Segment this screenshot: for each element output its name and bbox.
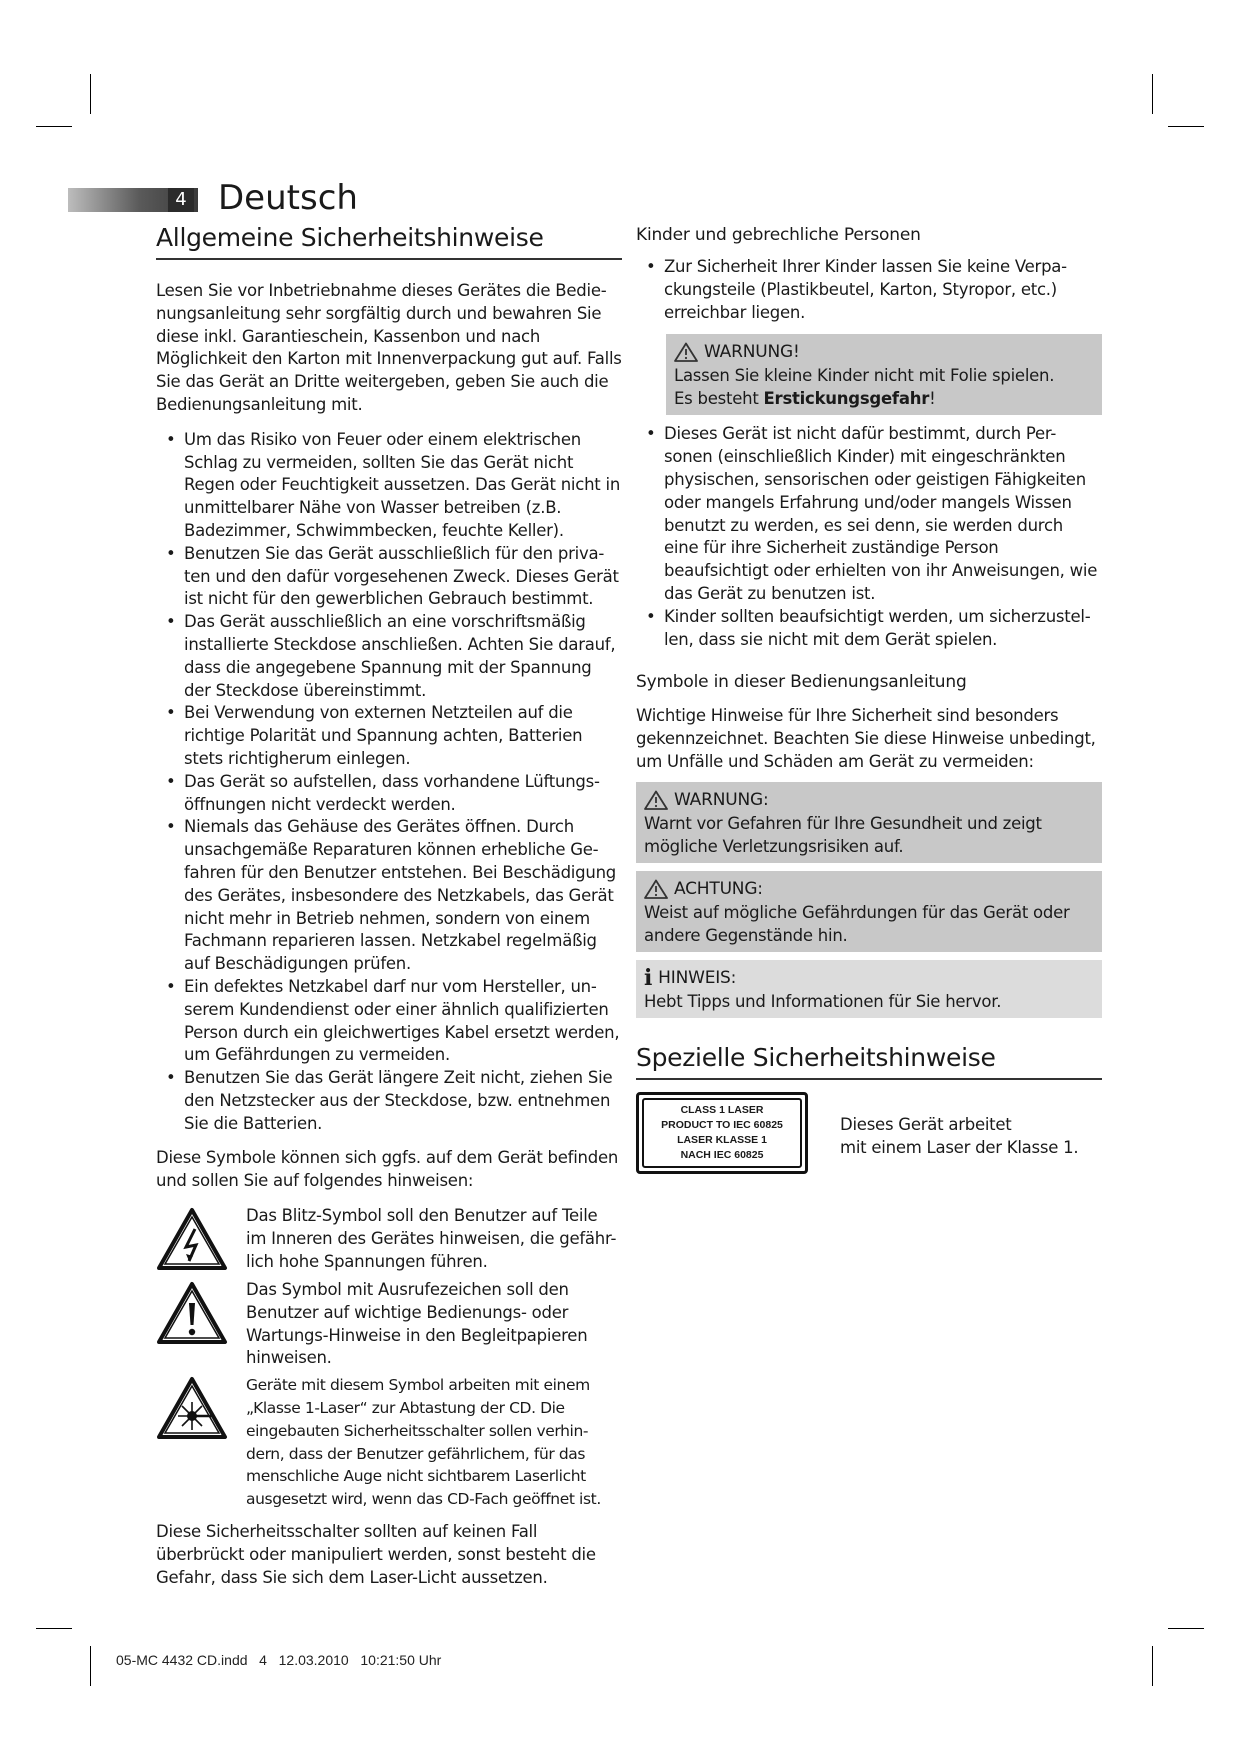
page-number: 4 <box>168 188 194 212</box>
notice-heading: ACHTUNG: <box>674 878 763 899</box>
right-column <box>636 222 1102 1174</box>
children-bullet-list <box>636 423 1102 651</box>
warning-box <box>666 334 1102 415</box>
info-notice <box>636 960 1102 1018</box>
notice-heading: WARNUNG: <box>674 789 769 810</box>
notice-heading: HINWEIS: <box>658 967 737 988</box>
list-item: • Benutzen Sie das Gerät längere Zeit nicht, ziehen Sie den Netzstecker aus der Steckdose, bzw. entnehmen Sie die Batterien. <box>156 1067 622 1135</box>
crop-mark <box>1152 1646 1153 1686</box>
lightning-warning-icon <box>156 1205 232 1275</box>
list-item: • Das Gerät so aufstellen, dass vorhandene Lüftungs-öffnungen nicht verdeckt werden. <box>156 771 622 817</box>
info-icon: i <box>644 964 653 991</box>
exclamation-warning-icon <box>156 1279 232 1349</box>
special-safety-title: Spezielle Sicherheitshinweise <box>636 1042 1102 1080</box>
symbol-text: Geräte mit diesem Symbol arbeiten mit einem „Klasse 1-Laser“ zur Abtastung der CD. Die eingebauten Sicherheitsschalter sollen verhin-dern, dass der Benutzer gefährlichem, für das menschliche Auge nicht sichtbarem Laserlicht ausgesetzt wird, wenn das CD-Fach geöffnet ist. <box>246 1376 601 1509</box>
symbol-row <box>156 1374 622 1511</box>
symbol-row <box>156 1205 622 1275</box>
children-bullet-list <box>636 256 1102 324</box>
left-column <box>156 222 622 1589</box>
laser-warning-icon <box>156 1374 232 1444</box>
laser-text: mit einem Laser der Klasse 1. <box>840 1137 1079 1157</box>
list-item: • Das Gerät ausschließlich an eine vorschriftsmäßig installierte Steckdose anschließen. Achten Sie darauf, dass die angegebene Spannung mit der Spannung der Steckdose übereinstimmt. <box>156 611 622 702</box>
crop-mark <box>90 1646 91 1686</box>
laser-text: Dieses Gerät arbeitet <box>840 1114 1012 1134</box>
closing-paragraph: Diese Sicherheitsschalter sollten auf keinen Fall überbrückt oder manipuliert werden, sonst besteht die Gefahr, dass Sie sich dem Laser-Licht aussetzen. <box>156 1522 596 1587</box>
laser-label-line: PRODUCT TO IEC 60825 <box>661 1118 783 1131</box>
list-item: • Um das Risiko von Feuer oder einem elektrischen Schlag zu vermeiden, sollten Sie das Gerät nicht Regen oder Feuchtigkeit aussetzen. Das Gerät nicht in unmittelbarer Nähe von Wasser betreiben (z.B. Badezimmer, Schwimmbecken, feuchte Keller). <box>156 429 622 543</box>
laser-label-line: CLASS 1 LASER <box>680 1103 764 1116</box>
warning-icon <box>644 790 668 810</box>
warning-icon <box>674 342 698 362</box>
general-safety-title: Allgemeine Sicherheitshinweise <box>156 222 622 260</box>
children-title: Kinder und gebrechliche Personen <box>636 225 921 245</box>
laser-label-line: LASER KLASSE 1 <box>677 1133 767 1146</box>
list-item: • Ein defektes Netzkabel darf nur vom Hersteller, un-serem Kundendienst oder einer ähnlich qualifizierten Person durch ein gleichwertiges Kabel ersetzt werden, um Gefährdungen zu vermeiden. <box>156 976 622 1067</box>
warning-line: Lassen Sie kleine Kinder nicht mit Folie spielen. <box>674 366 1055 386</box>
warning-icon <box>644 879 668 899</box>
language-title: Deutsch <box>218 178 358 218</box>
list-item: • Zur Sicherheit Ihrer Kinder lassen Sie keine Verpa-ckungsteile (Plastikbeutel, Karton, Styropor, etc.) erreichbar liegen. <box>636 256 1102 324</box>
notice-text: Warnt vor Gefahren für Ihre Gesundheit und zeigt mögliche Verletzungsrisiken auf. <box>644 813 1042 856</box>
crop-mark <box>1168 1628 1204 1629</box>
symbol-row <box>156 1279 622 1370</box>
crop-mark <box>1168 126 1204 127</box>
list-item: • Bei Verwendung von externen Netzteilen auf die richtige Polarität und Spannung achten, Batterien stets richtigherum einlegen. <box>156 702 622 770</box>
symbol-text: Das Symbol mit Ausrufezeichen soll den Benutzer auf wichtige Bedienungs- oder Wartungs-Hinweise in den Begleitpapieren hinweisen. <box>246 1280 588 1368</box>
footer-slug: 05-MC 4432 CD.indd 4 12.03.2010 10:21:50 Uhr <box>116 1652 442 1668</box>
list-item: • Dieses Gerät ist nicht dafür bestimmt, durch Per-sonen (einschließlich Kinder) mit eingeschränkten physischen, sensorischen oder geistigen Fähigkeiten oder mangels Erfahrung und/oder mangels Wissen benutzt zu werden, es sei denn, sie werden durch eine für ihre Sicherheit zuständige Person beaufsichtigt oder erhielten von ihr Anweisungen, wie das Gerät zu benutzen ist. <box>636 423 1102 605</box>
crop-mark <box>90 74 91 114</box>
warning-line: Es besteht Erstickungsgefahr! <box>674 389 936 409</box>
safety-bullet-list <box>156 429 622 1136</box>
symbol-text: Das Blitz-Symbol soll den Benutzer auf Teile im Inneren des Gerätes hinweisen, die gefähr-lich hohe Spannungen führen. <box>246 1206 617 1271</box>
crop-mark <box>1152 74 1153 114</box>
symbols-title: Symbole in dieser Bedienungsanleitung <box>636 672 967 693</box>
laser-class-label <box>636 1092 808 1174</box>
intro-paragraph: Lesen Sie vor Inbetriebnahme dieses Gerätes die Bedie-nungsanleitung sehr sorgfältig durch und bewahren Sie diese inkl. Garantieschein, Kassenbon und nach Möglichkeit den Karton mit Innenverpackung gut auf. Falls Sie das Gerät an Dritte weitergeben, geben Sie auch die Bedienungsanleitung mit. <box>156 281 622 414</box>
crop-mark <box>36 1628 72 1629</box>
notice-text: Hebt Tipps und Informationen für Sie hervor. <box>644 991 1002 1011</box>
warning-notice <box>636 782 1102 863</box>
crop-mark <box>36 126 72 127</box>
warning-heading: WARNUNG! <box>704 342 800 363</box>
laser-section <box>636 1092 1102 1174</box>
symbols-intro: Wichtige Hinweise für Ihre Sicherheit sind besonders gekennzeichnet. Beachten Sie diese Hinweise unbedingt, um Unfälle und Schäden am Gerät zu vermeiden: <box>636 706 1096 771</box>
notice-text: Weist auf mögliche Gefährdungen für das Gerät oder andere Gegenstände hin. <box>644 902 1070 945</box>
list-item: • Niemals das Gehäuse des Gerätes öffnen. Durch unsachgemäße Reparaturen können erhebliche Ge-fahren für den Benutzer entstehen. Bei Beschädigung des Gerätes, insbesondere des Netzkabels, das Gerät nicht mehr in Betrieb nehmen, sondern von einem Fachmann reparieren lassen. Netzkabel regelmäßig auf Beschädigungen prüfen. <box>156 816 622 976</box>
list-item: • Benutzen Sie das Gerät ausschließlich für den priva-ten und den dafür vorgesehenen Zweck. Dieses Gerät ist nicht für den gewerblichen Gebrauch bestimmt. <box>156 543 622 611</box>
laser-label-line: NACH IEC 60825 <box>680 1148 764 1161</box>
caution-notice <box>636 871 1102 952</box>
symbols-intro: Diese Symbole können sich ggfs. auf dem Gerät befinden und sollen Sie auf folgendes hinweisen: <box>156 1148 619 1191</box>
list-item: • Kinder sollten beaufsichtigt werden, um sicherzustel-len, dass sie nicht mit dem Gerät spielen. <box>636 606 1102 652</box>
